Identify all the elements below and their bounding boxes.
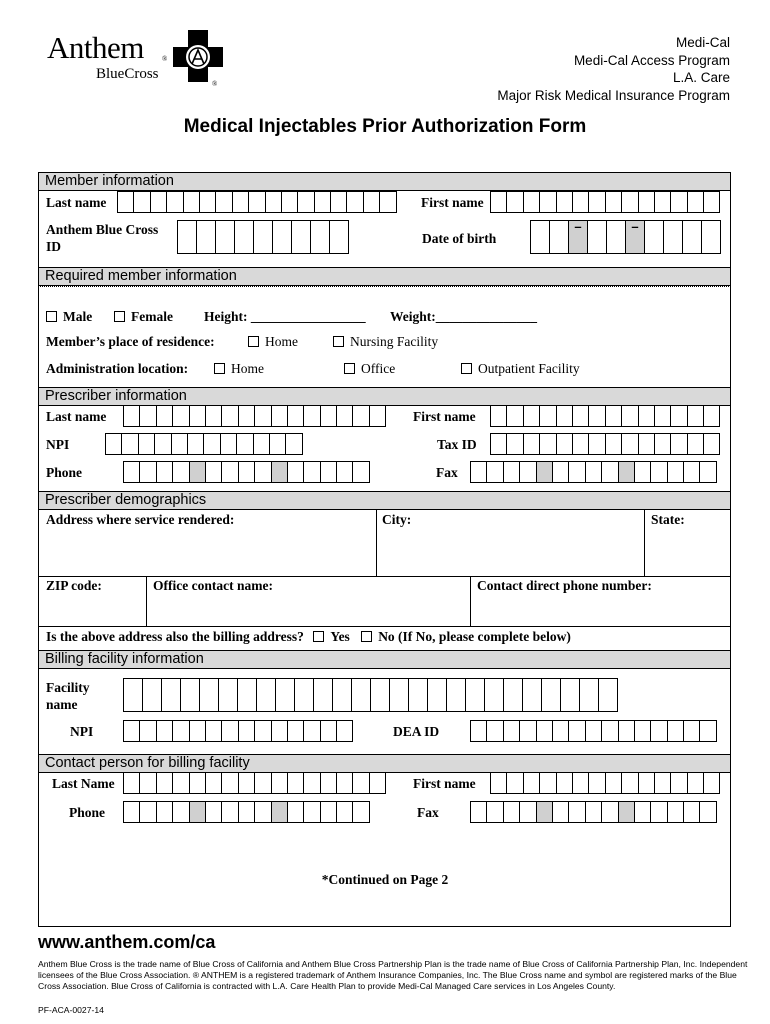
admin-outpatient-checkbox[interactable]: [461, 363, 472, 374]
section-prescriber-information: Prescriber information: [38, 387, 731, 406]
admin-home-option[interactable]: [214, 361, 264, 377]
prescriber-fax-label: Fax: [436, 465, 458, 480]
admin-outpatient-label: Outpatient Facility: [478, 361, 580, 376]
billing-npi-label: NPI: [70, 724, 94, 739]
divider: [146, 576, 147, 626]
program-item: Major Risk Medical Insurance Program: [497, 87, 730, 103]
admin-office-checkbox[interactable]: [344, 363, 355, 374]
section-required-member-information: Required member information: [38, 267, 731, 286]
prescriber-npi-label: NPI: [46, 437, 70, 452]
member-first-name-input[interactable]: [490, 191, 720, 213]
program-item: Medi-Cal: [675, 35, 730, 50]
footer-url-link[interactable]: www.anthem.com/ca: [38, 932, 216, 952]
contact-first-name-label: First name: [413, 776, 476, 791]
divider: [376, 510, 377, 576]
contact-last-name-label: Last Name: [52, 776, 115, 791]
divider: [38, 576, 731, 577]
gender-male-option[interactable]: [46, 309, 92, 325]
billing-address-question: [46, 629, 571, 645]
admin-home-label: Home: [231, 361, 264, 376]
dotted-divider: [38, 286, 731, 287]
form-title: Medical Injectables Prior Authorization Form: [183, 116, 587, 137]
dea-id-input[interactable]: [470, 720, 717, 742]
prescriber-tax-id-label: Tax ID: [437, 437, 477, 452]
prescriber-tax-id-input[interactable]: [490, 433, 720, 455]
logo-subtitle: BlueCross: [96, 66, 159, 82]
height-field[interactable]: Height: _________________: [204, 309, 366, 324]
gender-female-option[interactable]: [114, 309, 173, 325]
contact-last-name-input[interactable]: [123, 772, 386, 794]
residence-home-label: Home: [265, 334, 298, 349]
contact-first-name-input[interactable]: [490, 772, 720, 794]
admin-office-label: Office: [361, 361, 396, 376]
billing-no-option[interactable]: [361, 629, 571, 644]
billing-question-text: Is the above address also the billing address?: [46, 629, 304, 644]
residence-home-checkbox[interactable]: [248, 336, 259, 347]
registered-mark: ®: [162, 55, 168, 63]
male-checkbox[interactable]: [46, 311, 57, 322]
prescriber-last-name-label: Last name: [46, 409, 107, 424]
contact-phone-label: Phone: [69, 805, 106, 820]
dea-id-label: DEA ID: [393, 724, 440, 739]
residence-label: Member’s place of residence:: [46, 334, 215, 349]
residence-home-option[interactable]: [248, 334, 298, 350]
section-contact-person: Contact person for billing facility: [38, 754, 731, 773]
contact-fax-label: Fax: [417, 805, 439, 820]
prescriber-phone-input[interactable]: [123, 461, 370, 483]
member-id-input[interactable]: [177, 220, 349, 242]
address-label: Address where service rendered:: [46, 512, 235, 527]
divider: [644, 510, 645, 576]
prescriber-fax-input[interactable]: [470, 461, 717, 483]
member-last-name-input[interactable]: [117, 191, 397, 213]
program-item: L.A. Care: [672, 70, 730, 85]
section-member-information: Member information: [38, 172, 731, 191]
billing-yes-option[interactable]: [313, 629, 350, 644]
logo-wordmark: Anthem: [47, 30, 144, 65]
residence-nursing-option[interactable]: [333, 334, 438, 350]
contact-fax-input[interactable]: [470, 801, 717, 823]
divider: [38, 626, 731, 627]
member-last-name-label: Last name: [46, 195, 107, 210]
date-of-birth-label: Date of birth: [422, 231, 497, 246]
member-id-label-line1: Anthem Blue Cross: [46, 222, 159, 237]
billing-npi-input[interactable]: [123, 720, 353, 742]
female-checkbox[interactable]: [114, 311, 125, 322]
contact-phone-label: Contact direct phone number:: [477, 578, 652, 593]
program-list: [497, 34, 730, 104]
contact-phone-input[interactable]: [123, 801, 370, 823]
female-label: Female: [131, 309, 173, 324]
member-id-label-line2: ID: [46, 239, 62, 254]
billing-yes-label: Yes: [330, 629, 350, 644]
prescriber-first-name-label: First name: [413, 409, 476, 424]
registered-mark: ®: [212, 80, 218, 88]
billing-no-checkbox[interactable]: [361, 631, 372, 642]
admin-home-checkbox[interactable]: [214, 363, 225, 374]
zip-label: ZIP code:: [46, 578, 102, 593]
state-label: State:: [651, 512, 685, 527]
residence-nursing-label: Nursing Facility: [350, 334, 439, 349]
admin-office-option[interactable]: [344, 361, 395, 377]
prescriber-npi-input[interactable]: [105, 433, 303, 455]
section-prescriber-demographics: Prescriber demographics: [38, 491, 731, 510]
program-item: Medi-Cal Access Program: [573, 52, 730, 68]
continued-note: *Continued on Page 2: [321, 872, 449, 887]
admin-outpatient-option[interactable]: [461, 361, 580, 377]
footer-legal-text: Anthem Blue Cross is the trade name of Blue Cross of California and Anthem Blue Cross Partnership Plan is the trade name of Blue Cross of California Partnership Plan, Inc. Independent licensees of the Blue Cross Association. ® ANTHEM is a registered trademark of Anthem Insurance Companies, Inc. The Blue Cross name and symbol are registered marks of the Blue Cross Association. Blue Cross of California is contracted with L.A. Care Health Plan to provide Medi-Cal Managed Care services in Los Angeles County.: [38, 959, 748, 991]
prescriber-phone-label: Phone: [46, 465, 83, 480]
billing-yes-checkbox[interactable]: [313, 631, 324, 642]
residence-nursing-checkbox[interactable]: [333, 336, 344, 347]
prescriber-first-name-input[interactable]: [490, 405, 720, 427]
office-contact-label: Office contact name:: [153, 578, 273, 593]
date-of-birth-input[interactable]: – –: [530, 220, 721, 242]
form-code: PF-ACA-0027-14: [38, 1005, 104, 1015]
facility-name-label-line2: name: [46, 697, 78, 712]
facility-name-input[interactable]: [123, 678, 618, 700]
admin-location-label: Administration location:: [46, 361, 189, 376]
male-label: Male: [63, 309, 93, 324]
city-label: City:: [382, 512, 412, 527]
weight-field[interactable]: Weight:_______________: [390, 309, 537, 324]
billing-no-label: No (If No, please complete below): [378, 629, 571, 644]
member-first-name-label: First name: [421, 195, 484, 210]
section-billing-facility: Billing facility information: [38, 650, 731, 669]
divider: [470, 576, 471, 626]
blue-cross-icon: [171, 28, 225, 84]
prescriber-last-name-input[interactable]: [123, 405, 386, 427]
facility-name-label-line1: Facility: [46, 680, 90, 695]
